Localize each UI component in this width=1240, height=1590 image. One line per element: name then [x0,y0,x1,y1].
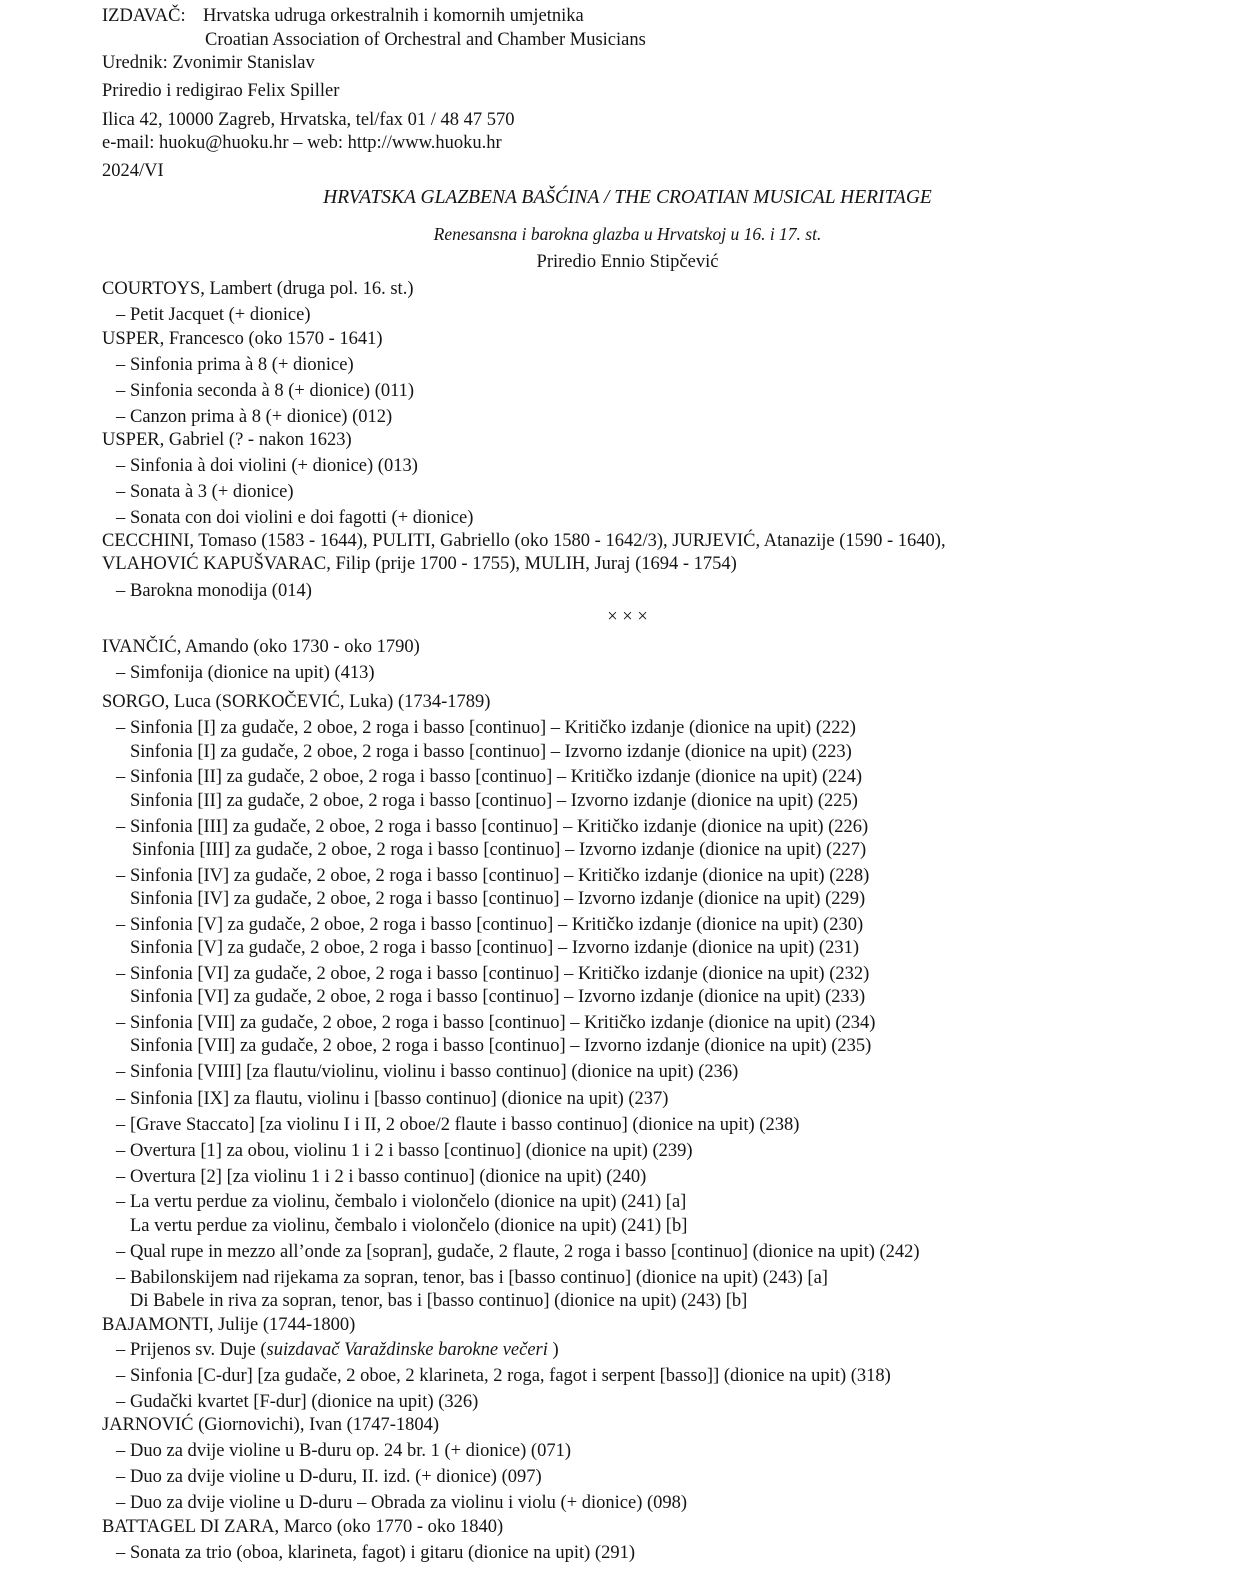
list-item: Sinfonia seconda à 8 (+ dionice) (011) [130,381,415,401]
list-dash: – [116,1167,126,1187]
list-item: Sinfonia prima à 8 (+ dionice) [130,355,354,375]
list-item-variant: Sinfonia [II] za gudače, 2 oboe, 2 roga i basso [continuo] – Izvorno izdanje (dionice na upit) (225) [130,791,858,811]
list-dash: – [116,663,126,683]
composer-heading: CECCHINI, Tomaso (1583 - 1644), PULITI, Gabriello (oko 1580 - 1642/3), JURJEVIĆ, Atanazije (1590 - 1640), [102,531,946,551]
list-item-variant: Sinfonia [VI] za gudače, 2 oboe, 2 roga i basso [continuo] – Izvorno izdanje (dionice na upit) (233) [130,987,866,1007]
list-dash: – [116,1441,126,1461]
closing-paren: ) [547,1340,559,1360]
list-item: Sinfonia [I] za gudače, 2 oboe, 2 roga i basso [continuo] – Kritičko izdanje (dionice na upit) (222) [130,718,856,738]
imprint-line: 2024/VI [102,161,164,181]
list-item: Simfonija (dionice na upit) (413) [130,663,375,683]
list-dash: – [116,718,126,738]
list-item: Sinfonia [V] za gudače, 2 oboe, 2 roga i basso [continuo] – Kritičko izdanje (dionice na upit) (230) [130,915,864,935]
imprint-line: IZDAVAČ: [102,6,186,26]
list-item: Sonata à 3 (+ dionice) [130,482,294,502]
imprint-line: Ilica 42, 10000 Zagreb, Hrvatska, tel/fax 01 / 48 47 570 [102,110,515,130]
list-dash: – [116,1062,126,1082]
list-dash: – [116,1089,126,1109]
list-item: Sinfonia [III] za gudače, 2 oboe, 2 roga i basso [continuo] – Kritičko izdanje (dionice na upit) (226) [130,817,869,837]
list-dash: – [116,817,126,837]
list-dash: – [116,581,126,601]
list-item: Sinfonia [VII] za gudače, 2 oboe, 2 roga i basso [continuo] – Kritičko izdanje (dionice na upit) (234) [130,1013,876,1033]
list-dash: – [116,482,126,502]
list-item-variant: Sinfonia [VII] za gudače, 2 oboe, 2 roga i basso [continuo] – Izvorno izdanje (dionice na upit) (235) [130,1036,872,1056]
series-subtitle: Renesansna i barokna glazba u Hrvatskoj u 16. i 17. st. [433,224,822,244]
list-item-variant: La vertu perdue za violinu, čembalo i violončelo (dionice na upit) (241) [b] [130,1216,688,1236]
list-dash: – [116,1493,126,1513]
list-item: Sinfonia [VIII] [za flautu/violinu, violinu i basso continuo] (dionice na upit) (236) [130,1062,739,1082]
list-dash: – [116,1467,126,1487]
list-dash: – [116,1366,126,1386]
list-dash: – [116,1115,126,1135]
list-item: Sinfonia à doi violini (+ dionice) (013) [130,456,418,476]
list-item-variant: Di Babele in riva za sopran, tenor, bas i [basso continuo] (dionice na upit) (243) [b] [130,1291,748,1311]
composer-heading: VLAHOVIĆ KAPUŠVARAC, Filip (prije 1700 - 1755), MULIH, Juraj (1694 - 1754) [102,554,737,574]
list-item: Sinfonia [C-dur] [za gudače, 2 oboe, 2 klarineta, 2 roga, fagot i serpent [basso]] (dionice na upit) (318) [130,1366,891,1386]
list-item: Petit Jacquet (+ dionice) [130,305,311,325]
list-item-title: Prijenos sv. Duje ( [130,1340,267,1360]
list-dash: – [116,1242,126,1262]
list-item: Duo za dvije violine u B-duru op. 24 br. 1 (+ dionice) (071) [130,1441,571,1461]
list-dash: – [116,407,126,427]
list-item: Barokna monodija (014) [130,581,312,601]
list-item: Sinfonia [IV] za gudače, 2 oboe, 2 roga i basso [continuo] – Kritičko izdanje (dionice na upit) (228) [130,866,870,886]
list-dash: – [116,381,126,401]
list-item: Sonata za trio (oboa, klarineta, fagot) i gitaru (dionice na upit) (291) [130,1543,635,1563]
series-title: HRVATSKA GLAZBENA BAŠĆINA / THE CROATIAN MUSICAL HERITAGE [323,187,932,208]
list-item: Sinfonia [VI] za gudače, 2 oboe, 2 roga i basso [continuo] – Kritičko izdanje (dionice na upit) (232) [130,964,870,984]
list-item: Sinfonia [II] za gudače, 2 oboe, 2 roga i basso [continuo] – Kritičko izdanje (dionice na upit) (224) [130,767,863,787]
list-item: Sinfonia [IX] za flautu, violinu i [basso continuo] (dionice na upit) (237) [130,1089,669,1109]
imprint-line: Hrvatska udruga orkestralnih i komornih umjetnika [203,6,584,26]
list-dash: – [116,767,126,787]
list-dash: – [116,355,126,375]
list-item-variant: Sinfonia [V] za gudače, 2 oboe, 2 roga i basso [continuo] – Izvorno izdanje (dionice na upit) (231) [130,938,859,958]
list-dash: – [116,1268,126,1288]
list-item: Overtura [1] za obou, violinu 1 i 2 i basso [continuo] (dionice na upit) (239) [130,1141,693,1161]
imprint-line: Priredio i redigirao Felix Spiller [102,81,340,101]
list-item-variant: Sinfonia [IV] za gudače, 2 oboe, 2 roga i basso [continuo] – Izvorno izdanje (dionice na upit) (229) [130,889,866,909]
list-item-variant: Sinfonia [III] za gudače, 2 oboe, 2 roga i basso [continuo] – Izvorno izdanje (dionice na upit) (227) [132,840,867,860]
list-item-variant: Sinfonia [I] za gudače, 2 oboe, 2 roga i basso [continuo] – Izvorno izdanje (dionice na upit) (223) [130,742,852,762]
list-dash: – [116,1192,126,1212]
composer-heading: BATTAGEL DI ZARA, Marco (oko 1770 - oko 1840) [102,1517,504,1537]
list-item: [Grave Staccato] [za violinu I i II, 2 oboe/2 flaute i basso continuo] (dionice na upit) (238) [130,1115,800,1135]
list-dash: – [116,866,126,886]
list-dash: – [116,1543,126,1563]
list-item: Canzon prima à 8 (+ dionice) (012) [130,407,393,427]
list-item: Duo za dvije violine u D-duru – Obrada za violinu i violu (+ dionice) (098) [130,1493,688,1513]
list-item [130,1338,559,1362]
list-item: La vertu perdue za violinu, čembalo i violončelo (dionice na upit) (241) [a] [130,1192,687,1212]
list-dash: – [116,1340,126,1360]
series-editor: Priredio Ennio Stipčević [536,252,719,272]
list-dash: – [116,1141,126,1161]
imprint-line: Urednik: Zvonimir Stanislav [102,53,315,73]
list-item: Duo za dvije violine u D-duru, II. izd. (+ dionice) (097) [130,1467,542,1487]
composer-heading: USPER, Francesco (oko 1570 - 1641) [102,329,383,349]
list-dash: – [116,1392,126,1412]
list-item: Babilonskijem nad rijekama za sopran, tenor, bas i [basso continuo] (dionice na upit) (243) [a] [130,1268,828,1288]
list-dash: – [116,456,126,476]
composer-heading: BAJAMONTI, Julije (1744-1800) [102,1315,356,1335]
composer-heading: USPER, Gabriel (? - nakon 1623) [102,430,352,450]
list-dash: – [116,305,126,325]
composer-heading: SORGO, Luca (SORKOČEVIĆ, Luka) (1734-1789) [102,692,491,712]
section-separator: × × × [607,607,648,627]
list-item: Overtura [2] [za violinu 1 i 2 i basso continuo] (dionice na upit) (240) [130,1167,647,1187]
composer-heading: IVANČIĆ, Amando (oko 1730 - oko 1790) [102,637,420,657]
composer-heading: JARNOVIĆ (Giornovichi), Ivan (1747-1804) [102,1415,440,1435]
list-item: Sonata con doi violini e doi fagotti (+ dionice) [130,508,474,528]
list-item: Qual rupe in mezzo all’onde za [sopran], gudače, 2 flaute, 2 roga i basso [continuo] (dionice na upit) (242) [130,1242,920,1262]
list-dash: – [116,1013,126,1033]
composer-heading: COURTOYS, Lambert (druga pol. 16. st.) [102,279,414,299]
list-dash: – [116,508,126,528]
list-dash: – [116,915,126,935]
co-publisher-note: suizdavač Varaždinske barokne večeri [266,1340,548,1360]
imprint-line: e-mail: huoku@huoku.hr – web: http://www.huoku.hr [102,133,502,153]
imprint-line: Croatian Association of Orchestral and Chamber Musicians [205,30,646,50]
list-item: Gudački kvartet [F-dur] (dionice na upit) (326) [130,1392,479,1412]
list-dash: – [116,964,126,984]
